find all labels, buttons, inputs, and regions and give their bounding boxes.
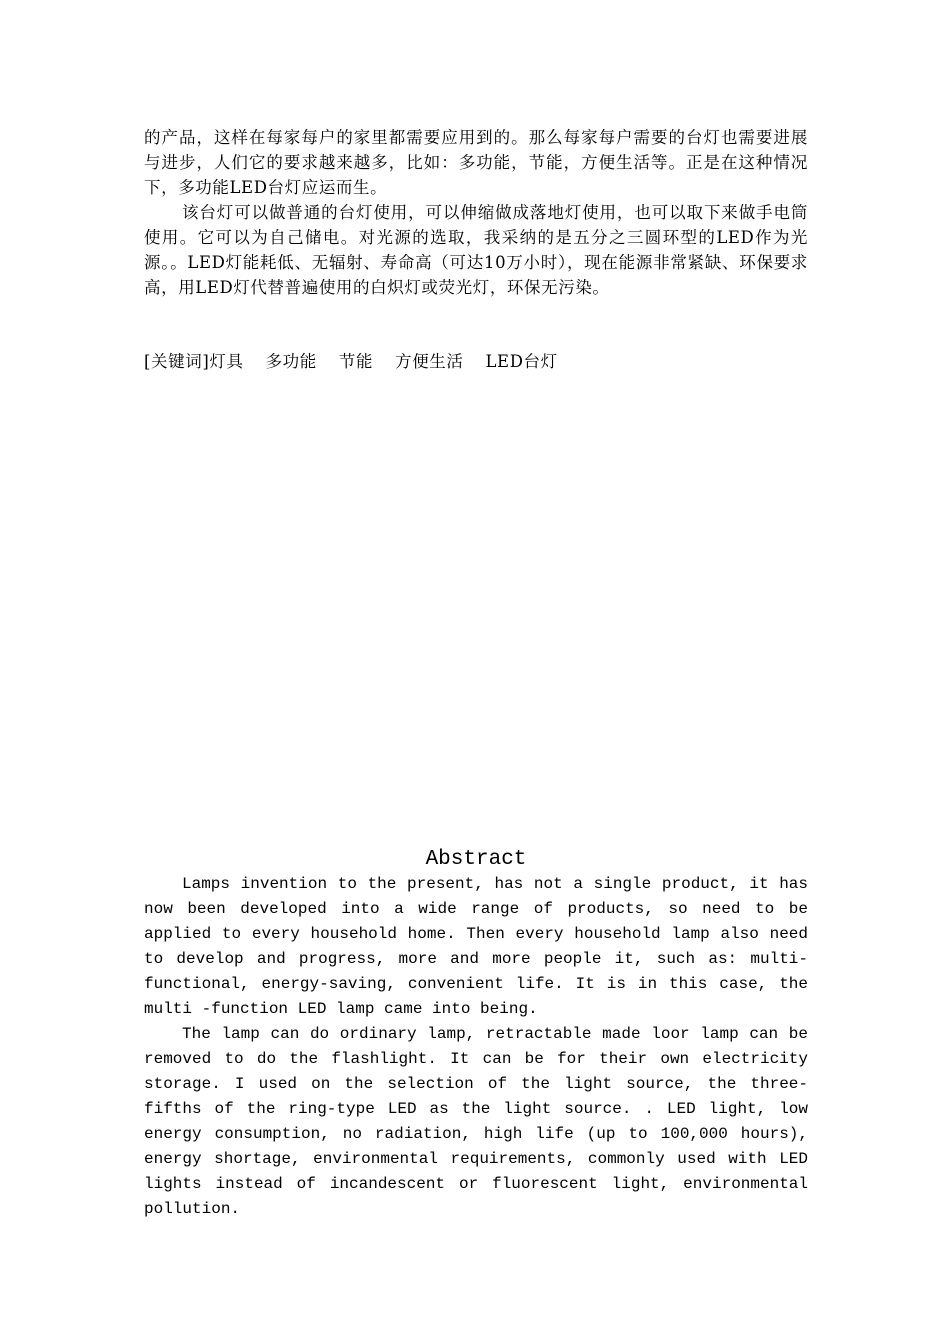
english-paragraph-2: The lamp can do ordinary lamp, retractable made loor lamp can be removed to do the flashlight. It can be for their own electricity storage. I used on the selection of the light source, the three-fifths of the ring-type LED as the light source. . LED light, low energy consumption, no radiation, high life (up to 100,000 hours), energy shortage, environmental requirements, commonly used with LED lights instead of incandescent or fluorescent light, environmental pollution. [144, 1025, 808, 1218]
keyword-item: LED台灯 [485, 352, 558, 371]
keywords-label: [关键词] [144, 352, 210, 371]
keyword-item: 方便生活 [395, 352, 464, 371]
chinese-abstract-body [144, 125, 808, 300]
english-paragraph-1: Lamps invention to the present, has not a single product, it has now been developed into a wide range of products, so need to be applied to every household home. Then every household lamp also need to develop and progress, more and more people it, such as: multi-functional, energy-saving, convenient life. It is in this case, the multi -function LED lamp came into being. [144, 875, 808, 1018]
keyword-item: 节能 [338, 352, 374, 371]
chinese-paragraph-1: 的产品，这样在每家每户的家里都需要应用到的。那么每家每户需要的台灯也需要进展与进步，人们它的要求越来越多，比如：多功能，节能，方便生活等。正是在这种情况下，多功能LED台灯应运而生。 [144, 128, 808, 197]
keyword-item: 灯具 [209, 352, 244, 371]
chinese-paragraph-2: 该台灯可以做普通的台灯使用，可以伸缩做成落地灯使用，也可以取下来做手电筒使用。它可以为自己储电。对光源的选取，我采纳的是五分之三圆环型的LED作为光源。。LED灯能耗低、无辐射、寿命高（可达10万小时），现在能源非常紧缺、环保要求高，用LED灯代替普遍使用的白炽灯或荧光灯，环保无污染。 [144, 203, 808, 297]
english-abstract-body [144, 872, 808, 1222]
abstract-heading: Abstract [425, 848, 527, 871]
keywords-line [144, 349, 808, 374]
keyword-item: 多功能 [265, 352, 317, 371]
